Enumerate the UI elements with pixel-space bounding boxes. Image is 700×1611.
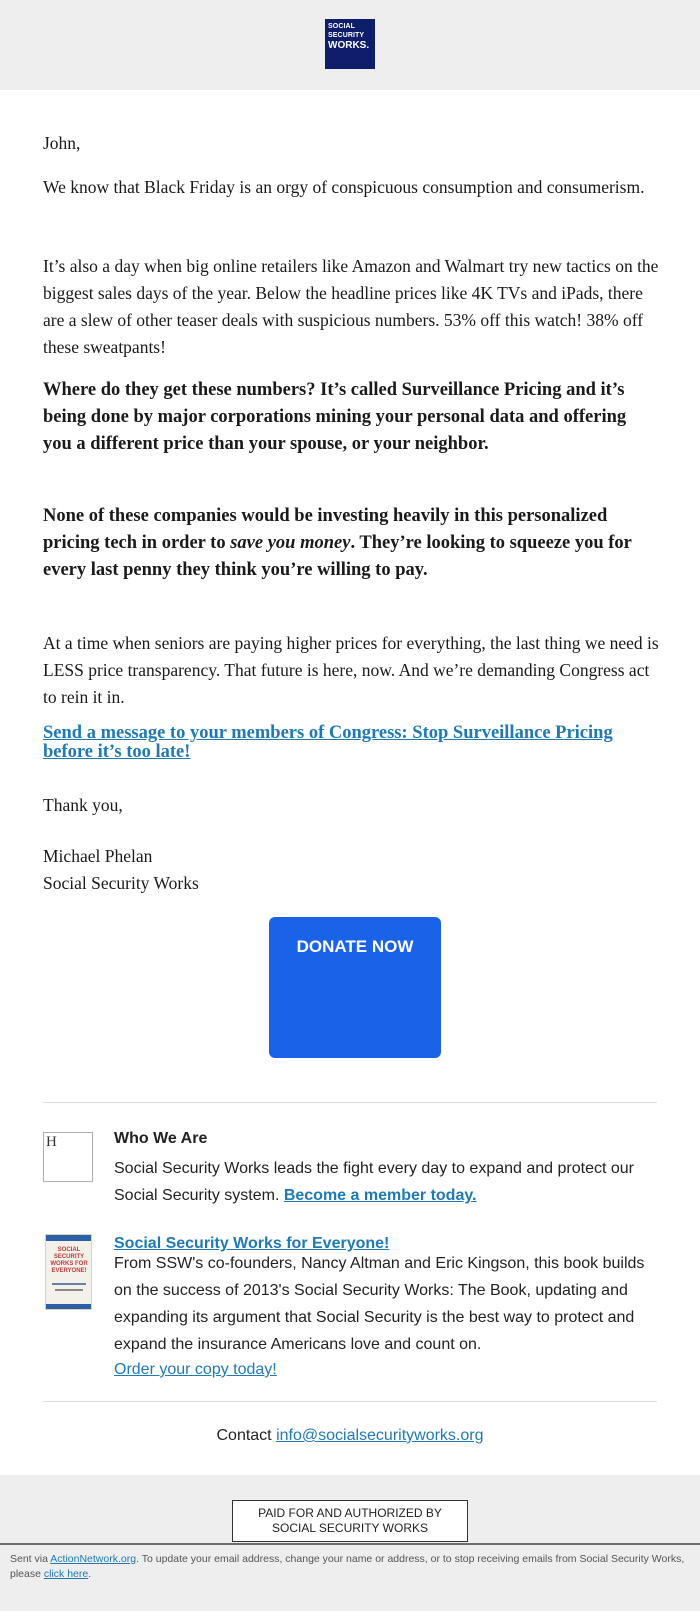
ssw-logo[interactable] bbox=[325, 19, 375, 69]
signature-block bbox=[43, 795, 199, 897]
who-we-are-title: Who We Are bbox=[114, 1130, 208, 1147]
footer-note: Sent via ActionNetwork.org. To update your email address, change your name or address, or to stop receiving emails from Social Security Works, please click here. bbox=[10, 1553, 685, 1580]
divider bbox=[43, 1401, 657, 1402]
order-copy-link[interactable]: Order your copy today! bbox=[114, 1361, 277, 1378]
footer-rule bbox=[0, 1543, 700, 1545]
logo-text-line3: WORKS. bbox=[328, 40, 370, 51]
become-member-link[interactable]: Become a member today. bbox=[283, 1187, 477, 1204]
contact-email-link[interactable]: info@socialsecurityworks.org bbox=[276, 1427, 484, 1444]
paragraph-price-transparency: At a time when seniors are paying higher prices for everything, the last thing we need is LESS price transparency. That future is here, now. And we’re demanding Congress act to rein it in. bbox=[43, 633, 659, 707]
who-we-are-text: Social Security Works leads the fight every day to expand and protect our Social Security system. Become a member today. bbox=[114, 1160, 634, 1204]
book-description: From SSW's co-founders, Nancy Altman and Eric Kingson, this book builds on the success of 2013's Social Security Works: The Book, updating and expanding its argument that Social Security is the best way to protect and expand the insurance Americans love and count on. bbox=[114, 1255, 645, 1353]
signer-org: Social Security Works bbox=[43, 873, 199, 893]
unsubscribe-link[interactable]: click here bbox=[43, 1568, 89, 1580]
send-message-link[interactable]: Send a message to your members of Congress: Stop Surveillance Pricing before it’s too late! bbox=[43, 723, 613, 762]
paragraph-surveillance-pricing: Where do they get these numbers? It’s called Surveillance Pricing and it’s being done by major corporations mining your personal data and offering you a different price than your spouse, or your neighbor. bbox=[43, 380, 627, 454]
broken-image-icon: H bbox=[43, 1132, 93, 1182]
logo-text-line1: SOCIAL bbox=[328, 23, 356, 30]
closing-text: Thank you, bbox=[43, 795, 123, 815]
contact-line: Contact info@socialsecurityworks.org bbox=[216, 1427, 484, 1444]
donate-now-button[interactable]: DONATE NOW bbox=[269, 917, 441, 1058]
book-cover-thumbnail[interactable] bbox=[45, 1234, 92, 1310]
emphasis-save-money: save you money bbox=[230, 533, 351, 553]
signer-name: Michael Phelan bbox=[43, 846, 153, 866]
logo-text-line2: SECURITY bbox=[328, 32, 365, 39]
paid-for-disclaimer: PAID FOR AND AUTHORIZED BY SOCIAL SECURITY WORKS bbox=[232, 1500, 468, 1542]
divider bbox=[43, 1102, 657, 1103]
paragraph-black-friday: We know that Black Friday is an orgy of conspicuous consumption and consumerism. bbox=[43, 177, 645, 197]
paragraph-retailers: It’s also a day when big online retailers like Amazon and Walmart try new tactics on the biggest sales days of the year. Below the headline prices like 4K TVs and iPads, there are a slew of other teaser deals with suspicious numbers. 53% off this watch! 38% off these sweatpants! bbox=[43, 256, 659, 357]
book-cover-text: SOCIAL SECURITY WORKS FOR EVERYONE! bbox=[50, 1247, 88, 1274]
action-network-link[interactable]: ActionNetwork.org bbox=[50, 1553, 137, 1565]
book-title-link[interactable]: Social Security Works for Everyone! bbox=[114, 1235, 390, 1252]
paragraph-personalized-pricing: None of these companies would be investing heavily in this personalized pricing tech in order to save you money. They’re looking to squeeze you for every last penny they think you’re willing to pay. bbox=[43, 506, 632, 580]
greeting: John, bbox=[43, 133, 81, 153]
